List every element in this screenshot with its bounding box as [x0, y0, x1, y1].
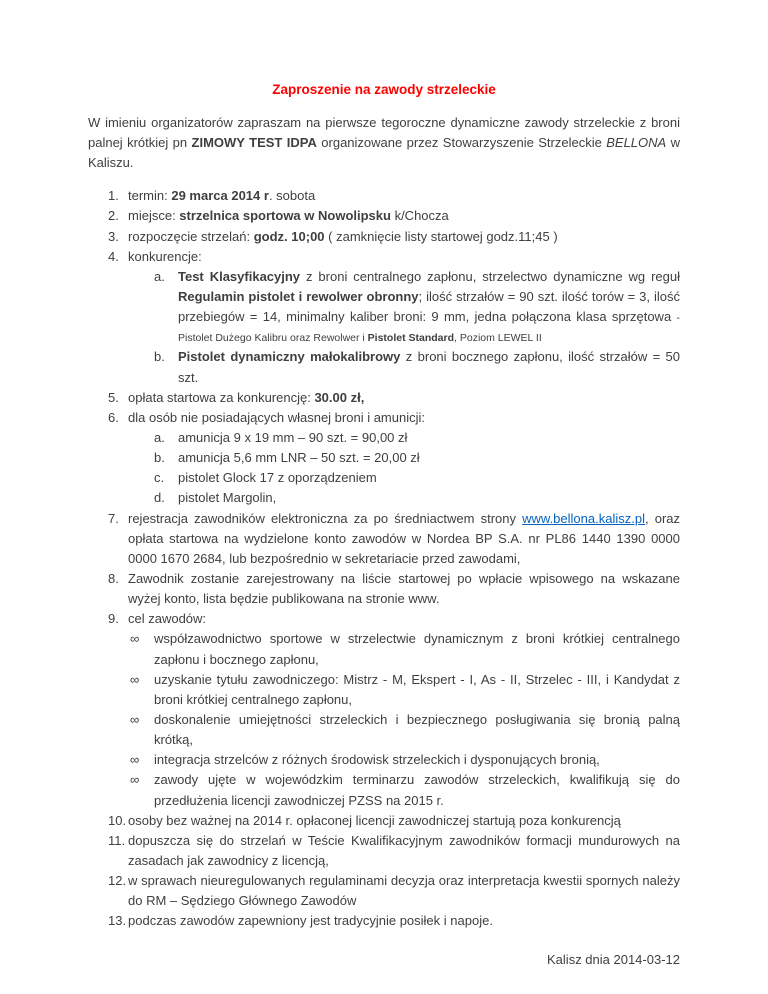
list-item-text	[154, 750, 680, 770]
list-item-text	[128, 388, 680, 408]
list-item-10	[88, 811, 680, 831]
goal-bullet-5	[88, 770, 680, 810]
text-segment: uzyskanie tytułu zawodniczego: Mistrz - M, Ekspert - I, As - II, Strzelec - III, i Kandydat z broni krótkiej centralnego zapłonu,	[154, 671, 680, 707]
text-segment: strzelnica sportowa w Nowolipsku	[179, 208, 391, 224]
text-segment: w Kaliszu.	[88, 135, 681, 171]
list-item-2	[88, 206, 680, 226]
list-marker: 5.	[108, 389, 119, 405]
text-segment: doskonalenie umiejętności strzeleckich i bezpiecznego posługiwania się bronią palną krótką,	[154, 712, 680, 748]
text-segment: z broni centralnego zapłonu, strzelectwo dynamiczne wg reguł	[300, 268, 680, 284]
text-segment: termin:	[128, 188, 172, 204]
goal-bullet-2	[88, 670, 680, 710]
text-segment: konkurencje:	[128, 248, 202, 264]
list-item-text	[178, 347, 680, 387]
numbered-list	[88, 186, 680, 931]
text-segment: osoby bez ważnej na 2014 r. opłaconej licencji zawodniczej startują poza konkurencją	[128, 812, 621, 828]
list-marker: 13.	[108, 913, 127, 929]
list-item-13	[88, 911, 680, 931]
list-marker: 6.	[108, 409, 119, 425]
list-marker: 3.	[108, 228, 119, 244]
list-item-text	[154, 629, 680, 669]
sub-item-2	[88, 448, 680, 468]
list-marker: 8.	[108, 571, 119, 587]
list-marker: d.	[154, 490, 165, 506]
list-item-7	[88, 509, 680, 569]
text-segment: ( zamknięcie listy startowej godz.11;45 )	[324, 228, 558, 244]
text-segment: opłata startowa za konkurencję:	[128, 389, 315, 405]
text-segment: Test Klasyfikacyjny	[178, 268, 301, 284]
text-segment: W imieniu organizatorów zapraszam na pierwsze tegoroczne dynamiczne zawody strzeleckie z broni palnej krótkiej pn	[88, 114, 680, 151]
text-segment: 29 marca 2014 r	[171, 188, 269, 204]
list-item-text	[128, 509, 680, 569]
list-marker: 4.	[108, 248, 119, 264]
list-item-text	[128, 408, 680, 428]
goal-bullet-3	[88, 710, 680, 750]
bellona-website-link[interactable]: www.bellona.kalisz.pl	[522, 510, 645, 526]
text-segment: Pistolet dynamiczny małokalibrowy	[178, 349, 401, 365]
list-marker: 10.	[108, 812, 127, 828]
text-segment: pistolet Margolin,	[178, 490, 277, 506]
list-item-text	[178, 267, 680, 348]
list-item-text	[154, 710, 680, 750]
text-segment: zawody ujęte w wojewódzkim terminarzu zawodów strzeleckich, kwalifikują się do przedłużenia licencji zawodniczej PZSS na 2015 r.	[154, 772, 680, 808]
text-segment: integracja strzelców z różnych środowisk strzeleckich i dysponujących bronią,	[154, 752, 600, 768]
text-segment: dla osób nie posiadających własnej broni i amunicji:	[128, 409, 426, 425]
text-segment: , Poziom LEWEL II	[454, 332, 542, 345]
list-marker: b.	[154, 450, 165, 466]
infinity-bullet-marker: ∞	[130, 712, 140, 727]
list-marker: 11.	[108, 832, 126, 848]
list-item-text	[128, 609, 680, 629]
list-item-text	[128, 227, 680, 247]
list-item-text	[178, 428, 680, 448]
goal-bullet-1	[88, 629, 680, 669]
list-item-12	[88, 871, 680, 911]
text-segment: pistolet Glock 17 z oporządzeniem	[178, 470, 377, 486]
infinity-bullet-marker: ∞	[130, 752, 140, 768]
list-item-text	[128, 247, 680, 267]
text-segment: Zawodnik zostanie zarejestrowany na liście startowej po wpłacie wpisowego na wskazane wyżej konto, lista będzie publikowana na stronie www.	[128, 571, 680, 607]
list-item-text	[128, 186, 680, 206]
list-item-9	[88, 609, 680, 629]
list-item-text	[154, 670, 680, 710]
list-marker: a.	[154, 430, 165, 446]
list-item-5	[88, 388, 680, 408]
list-item-4	[88, 247, 680, 267]
list-marker: 12.	[108, 873, 127, 889]
text-segment: organizowane przez Stowarzyszenie Strzeleckie	[316, 135, 607, 151]
list-item-text	[128, 871, 680, 911]
list-item-text	[128, 206, 680, 226]
goal-bullet-4	[88, 750, 680, 770]
list-item-1	[88, 186, 680, 206]
infinity-bullet-marker: ∞	[130, 772, 140, 788]
list-item-text	[128, 811, 680, 831]
list-marker: 7.	[108, 510, 119, 526]
text-segment: współzawodnictwo sportowe w strzelectwie dynamicznym z broni krótkiej centralnego zapłonu i bocznego zapłonu,	[154, 631, 680, 667]
text-segment: podczas zawodów zapewniony jest tradycyjnie posiłek i napoje.	[128, 913, 493, 929]
list-item-6	[88, 408, 680, 428]
sub-item-2	[88, 347, 680, 387]
list-item-text	[178, 448, 680, 468]
text-segment: ZIMOWY TEST IDPA	[191, 135, 317, 151]
list-item-text	[128, 831, 680, 871]
sub-item-1	[88, 267, 680, 348]
date-line: Kalisz dnia 2014-03-12	[547, 951, 680, 967]
list-item-text	[178, 488, 680, 508]
text-segment: . sobota	[268, 188, 316, 204]
sub-item-4	[88, 488, 680, 508]
list-marker: c.	[154, 470, 165, 486]
text-segment: z broni bocznego zapłonu, ilość strzałów = 50 szt.	[178, 349, 680, 385]
text-segment: miejsce:	[128, 208, 180, 224]
list-marker: 9.	[108, 611, 119, 627]
text-segment: cel zawodów:	[128, 611, 207, 627]
list-item-text	[154, 770, 680, 810]
list-marker: 1.	[108, 188, 119, 204]
text-segment: godz. 10;00	[253, 228, 325, 244]
text-segment: - Pistolet Dużego Kalibru oraz Rewolwer i	[178, 312, 680, 345]
text-segment: k/Chocza	[390, 208, 449, 224]
intro-paragraph	[88, 113, 680, 173]
list-item-3	[88, 227, 680, 247]
text-segment: Pistolet Standard	[367, 332, 455, 345]
text-segment: 30.00 zł,	[314, 389, 365, 405]
text-segment: amunicja 5,6 mm LNR – 50 szt. = 20,00 zł	[178, 450, 420, 466]
list-item-11	[88, 831, 680, 871]
list-item-8	[88, 569, 680, 609]
list-marker: 2.	[108, 208, 119, 224]
list-item-text	[178, 468, 680, 488]
infinity-bullet-marker: ∞	[130, 631, 140, 647]
list-marker: b.	[154, 349, 165, 365]
list-item-text	[128, 911, 680, 931]
document-title: Zaproszenie na zawody strzeleckie	[272, 82, 496, 97]
text-segment: BELLONA	[606, 135, 667, 151]
text-segment: , oraz opłata startowa na wydzielone konto zawodów w Nordea BP S.A. nr PL86 1440 1390 0000 0000 1670 2684, lub bezpośrednio w sekretariacie przed zawodami,	[128, 510, 681, 566]
text-segment: amunicja 9 x 19 mm – 90 szt. = 90,00 zł	[178, 430, 408, 446]
sub-item-3	[88, 468, 680, 488]
text-segment: dopuszcza się do strzelań w Teście Kwalifikacyjnym zawodników formacji mundurowych na zasadach jak zawodnicy z licencją,	[128, 832, 680, 868]
list-item-text	[128, 569, 680, 609]
list-marker: a.	[154, 268, 165, 284]
text-segment: w sprawach nieuregulowanych regulaminami decyzja oraz interpretacja kwestii spornych należy do RM – Sędziego Głównego Zawodów	[128, 873, 680, 909]
text-segment: rozpoczęcie strzelań:	[128, 228, 254, 244]
infinity-bullet-marker: ∞	[130, 671, 140, 687]
text-segment: rejestracja zawodników elektroniczna za po średniactwem strony	[128, 510, 523, 526]
text-segment: ; ilość strzałów = 90 szt. ilość torów = 3, ilość przebiegów = 14, minimalny kaliber broni: 9 mm, jedna połączona klasa sprzętowa	[178, 289, 680, 325]
text-segment: Regulamin pistolet i rewolwer obronny	[178, 289, 419, 305]
sub-item-1	[88, 428, 680, 448]
